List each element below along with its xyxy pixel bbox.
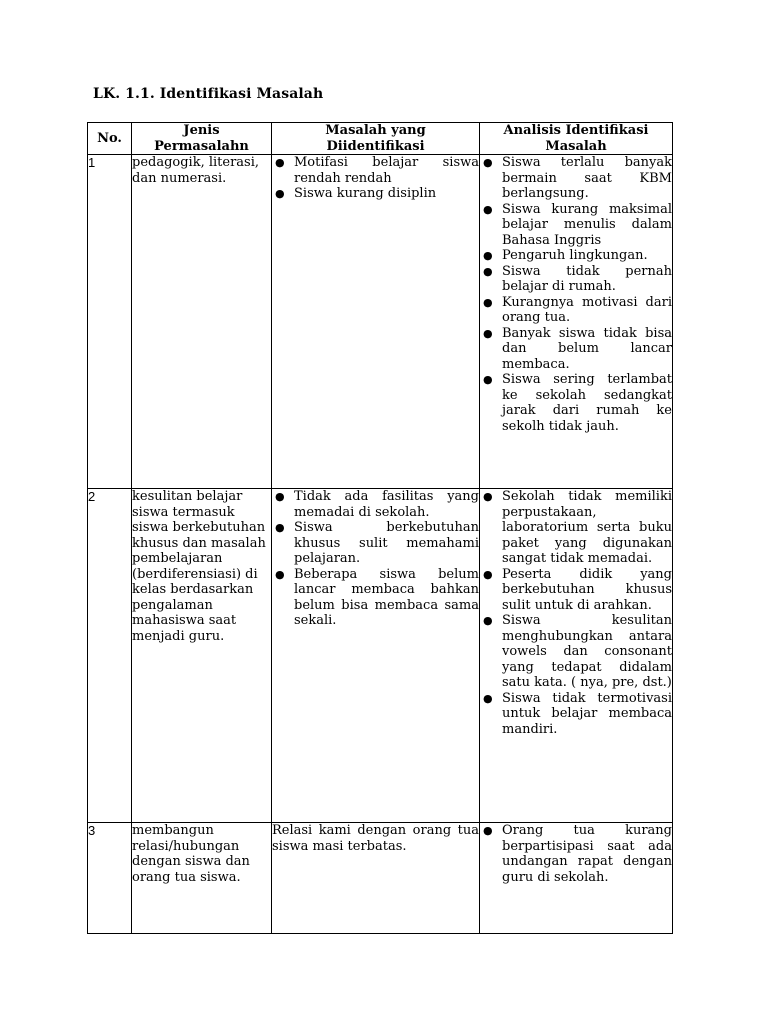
list-item: ● Pengaruh lingkungan. — [483, 248, 648, 263]
bullet-icon: ● — [483, 326, 493, 340]
problem-identification-table — [87, 122, 673, 934]
bullet-icon: ● — [483, 156, 493, 169]
list-item: ● Siswa kesulitan menghubungkan antara vowels dan consonant yang tedapat didalam satu kata. ( nya, pre, dst.) — [483, 613, 672, 690]
bullet-icon: ● — [483, 614, 493, 627]
masalah-cell — [272, 489, 480, 823]
masalah-cell — [272, 155, 480, 489]
jenis-cell: membangun relasi/hubungan dengan siswa dan orang tua siswa. — [132, 823, 272, 934]
list-item: ● Siswa kurang disiplin — [275, 186, 437, 201]
bullet-icon: ● — [483, 373, 493, 386]
list-item: ● Siswa kurang maksimal belajar menulis dalam Bahasa Inggris — [483, 201, 672, 248]
list-item: ● Orang tua kurang berpartisipasi saat ada undangan rapat dengan guru di sekolah. — [483, 823, 672, 885]
list-item: ● Banyak siswa tidak bisa dan belum lancar membaca. — [483, 325, 672, 372]
bullet-icon: ● — [275, 156, 285, 169]
row-number: 2 — [88, 489, 132, 823]
jenis-cell: pedagogik, literasi, dan numerasi. — [132, 155, 272, 489]
list-item: ● Siswa terlalu banyak bermain saat KBM berlangsung. — [483, 155, 672, 201]
bullet-icon: ● — [483, 295, 493, 309]
bullet-icon: ● — [483, 490, 493, 503]
list-item: ● Siswa tidak pernah belajar di rumah. — [483, 263, 672, 294]
bullet-icon: ● — [483, 264, 493, 278]
table-row — [88, 489, 673, 823]
bullet-icon: ● — [275, 521, 285, 534]
table-row — [88, 155, 673, 489]
list-item: ● Siswa sering terlambat ke sekolah sedangkat jarak dari rumah ke sekolh tidak jauh. — [483, 372, 672, 434]
list-item: ● Siswa tidak termotivasi untuk belajar membaca mandiri. — [483, 690, 672, 737]
document-title: LK. 1.1. Identifikasi Masalah — [93, 86, 324, 102]
list-item: ● Peserta didik yang berkebutuhan khusus sulit untuk di arahkan. — [483, 566, 672, 613]
list-item: ● Sekolah tidak memiliki perpustakaan, laboratorium serta buku paket yang digunakan sangat tidak memadai. — [483, 489, 672, 566]
masalah-cell: Relasi kami dengan orang tua siswa masi terbatas. — [272, 823, 480, 934]
list-item: ● Tidak ada fasilitas yang memadai di sekolah. — [275, 489, 479, 520]
table-header-row — [88, 123, 673, 155]
analisis-cell — [480, 823, 673, 934]
list-item: ● Kurangnya motivasi dari orang tua. — [483, 294, 672, 325]
analisis-cell — [480, 155, 673, 489]
table-row — [88, 823, 673, 934]
header-masalah: Masalah yang Diidentifikasi — [272, 123, 480, 155]
bullet-icon: ● — [275, 490, 285, 503]
bullet-icon: ● — [483, 691, 493, 705]
bullet-icon: ● — [483, 249, 493, 262]
row-number: 3 — [88, 823, 132, 934]
list-item: ● Siswa berkebutuhan khusus sulit memahami pelajaran. — [275, 520, 479, 566]
list-item: ● Motifasi belajar siswa rendah rendah — [275, 155, 479, 186]
list-item: ● Beberapa siswa belum lancar membaca bahkan belum bisa membaca sama sekali. — [275, 566, 479, 628]
header-jenis: Jenis Permasalahn — [132, 123, 272, 155]
bullet-icon: ● — [275, 187, 285, 200]
analisis-cell — [480, 489, 673, 823]
jenis-cell: kesulitan belajar siswa termasuk siswa berkebutuhan khusus dan masalah pembelajaran (berdiferensiasi) di kelas berdasarkan pengalaman mahasiswa saat menjadi guru. — [132, 489, 272, 823]
bullet-icon: ● — [483, 202, 493, 216]
header-no: No. — [88, 123, 132, 155]
bullet-icon: ● — [483, 824, 493, 837]
header-analisis: Analisis Identifikasi Masalah — [480, 123, 673, 155]
bullet-icon: ● — [275, 567, 285, 581]
bullet-icon: ● — [483, 567, 493, 581]
row-number: 1 — [88, 155, 132, 489]
